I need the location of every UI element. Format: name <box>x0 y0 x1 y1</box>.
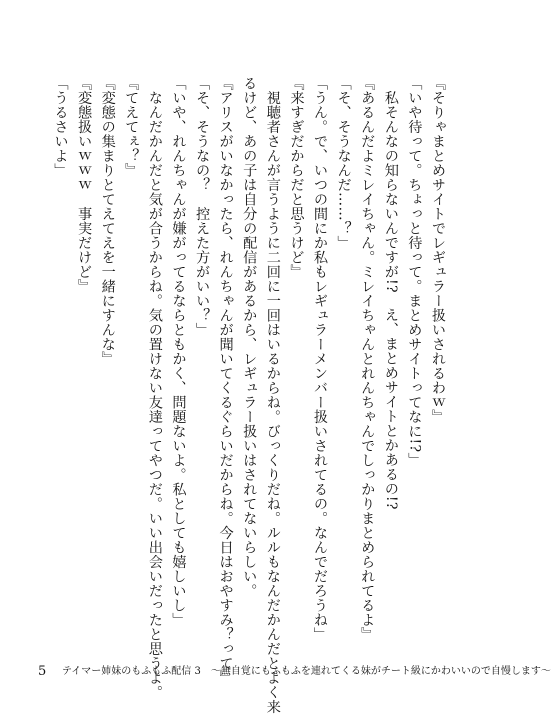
text-line: 『アリスがいなかったら、れんちゃんが聞いてくるぐらいだからね。今日はおやすみ？って』 <box>217 76 234 685</box>
text-line: 「うん。で、いつの間にか私もレギュラーメンバー扱いされてるの。なんでだろうね」 <box>312 76 329 642</box>
text-line: 「いや待って。ちょっと待って。まとめサイトってなに!?」 <box>406 76 423 467</box>
text-line: 視聴者さんが言うように二回に一回はいるからね。びっくりだね。ルルもなんだかんだとよく来 <box>264 76 281 714</box>
text-line: 「そ、そうなの？ 控えた方がいい？」 <box>194 76 211 337</box>
text-line: 『変態扱いｗｗｗ 事実だけど』 <box>76 76 93 294</box>
text-line: 『そりゃまとめサイトでレギュラー扱いされるわｗ』 <box>430 76 446 424</box>
text-line: 『来すぎだからだと思うけど』 <box>288 76 305 279</box>
text-line: 「そ、そうなんだ……？」 <box>335 76 352 250</box>
page-number: 5 <box>38 664 47 679</box>
text-line: 「うるさいよ」 <box>52 76 69 178</box>
page-footer <box>38 664 551 680</box>
text-line: 『あるんだよミレイちゃん。ミレイちゃんとれんちゃんでしっかりまとめられてるよ』 <box>359 76 376 642</box>
text-line: 『変態の集まりとてえてえを一緒にすんな』 <box>99 76 116 366</box>
text-line: るけど、あの子は自分の配信があるから、レギュラー扱いはされてないらしい。 <box>241 76 258 598</box>
text-line: 『てえてぇ？』 <box>123 76 140 178</box>
running-title: テイマー姉妹のもふもふ配信 3 ～無自覚にもふもふを連れてくる妹がチート級にかわいいので自慢します～ <box>62 666 551 677</box>
text-line: なんだかんだと気が合うからね。気の置けない友達ってやつだ。いい出会いだったと思うよ。 <box>146 76 163 700</box>
text-line: 「いや、れんちゃんが嫌がってるならともかく、問題ないよ。私としても嬉しいし」 <box>170 76 187 627</box>
text-line: 私そんなの知らないんですが!? え、まとめサイトとかあるの!? <box>382 76 399 510</box>
